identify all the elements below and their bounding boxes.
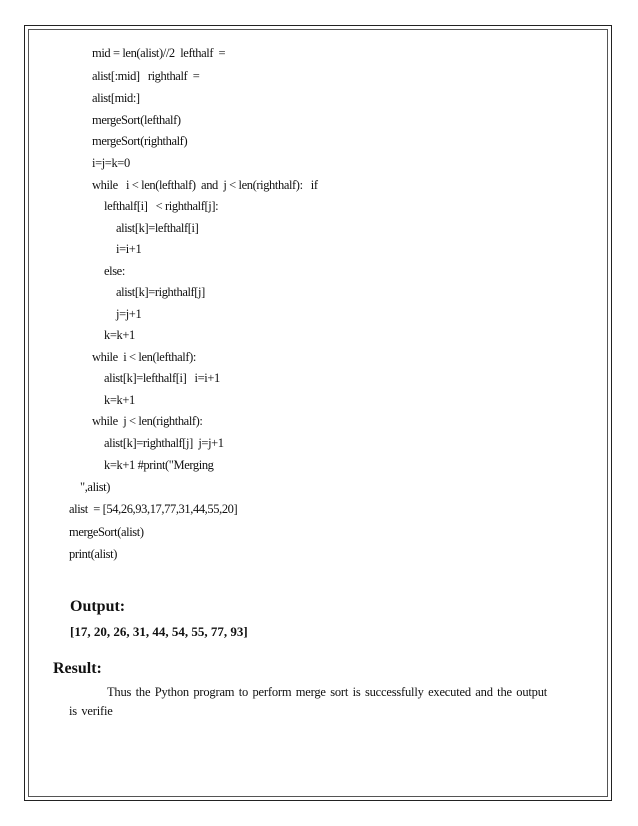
code-line: alist[k]=righthalf[j] j=j+1 <box>104 436 224 450</box>
code-line: mergeSort(alist) <box>69 525 144 539</box>
code-line: alist[k]=righthalf[j] <box>116 285 205 299</box>
code-line: k=k+1 <box>104 328 135 342</box>
code-line: while j < len(righthalf): <box>92 414 203 428</box>
code-line: mid = len(alist)//2 lefthalf = <box>92 46 226 60</box>
output-values: [17, 20, 26, 31, 44, 54, 55, 77, 93] <box>70 624 248 639</box>
code-line: else: <box>104 264 125 278</box>
code-line: i=j=k=0 <box>92 156 130 170</box>
code-line: print(alist) <box>69 547 117 561</box>
code-line: mergeSort(righthalf) <box>92 134 188 148</box>
code-line: alist[k]=lefthalf[i] <box>116 221 199 235</box>
result-paragraph: Thus the Python program to perform merge sort is successfully executed and the output is verifie <box>69 685 548 718</box>
code-line: alist[:mid] righthalf = <box>92 69 200 83</box>
code-line: alist[k]=lefthalf[i] i=i+1 <box>104 371 220 385</box>
code-line: j=j+1 <box>116 307 142 321</box>
code-line: i=i+1 <box>116 242 142 256</box>
code-line: while i < len(lefthalf) and j < len(righthalf): if <box>92 178 318 192</box>
code-line: ",alist) <box>80 480 111 494</box>
code-line: alist = [54,26,93,17,77,31,44,55,20] <box>69 502 238 516</box>
code-line: alist[mid:] <box>92 91 140 105</box>
code-line: k=k+1 #print("Merging <box>104 458 214 472</box>
code-line: k=k+1 <box>104 393 135 407</box>
code-line: lefthalf[i] < righthalf[j]: <box>104 199 219 213</box>
output-heading: Output: <box>70 598 126 615</box>
code-line: mergeSort(lefthalf) <box>92 113 181 127</box>
code-line: while i < len(lefthalf): <box>92 350 196 364</box>
result-heading: Result: <box>53 660 102 677</box>
